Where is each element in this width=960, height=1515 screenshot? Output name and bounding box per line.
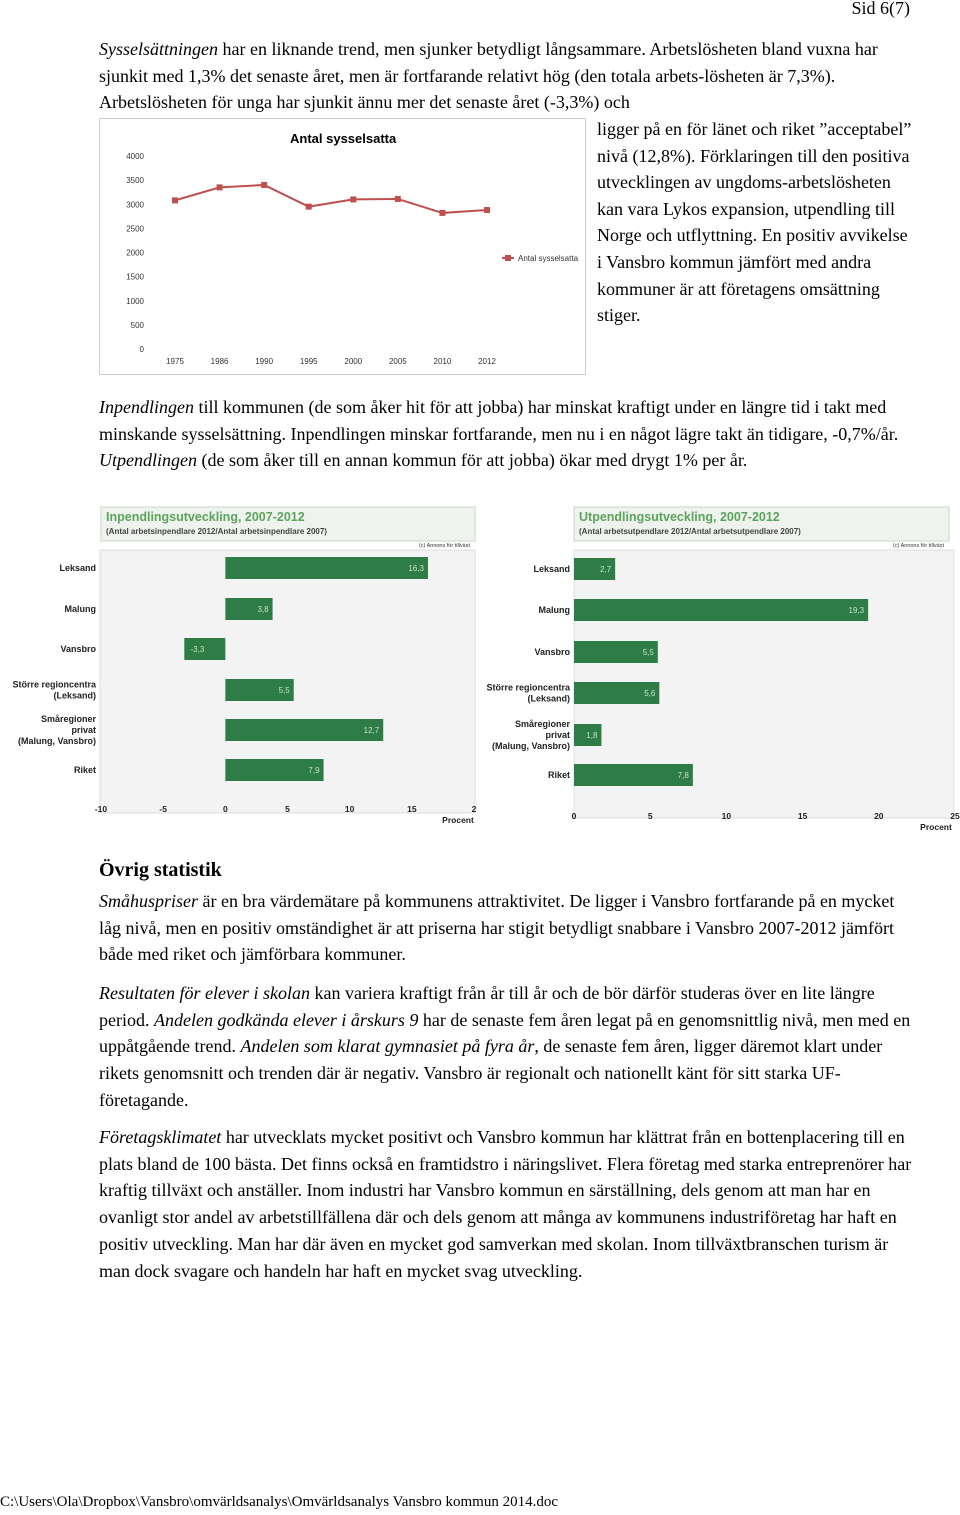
category-label: Riket [547, 770, 570, 780]
bar-value-label: 3,8 [257, 605, 269, 614]
category-label: Vansbro [534, 647, 570, 657]
category-label: Småregioner [40, 714, 96, 724]
paragraph-school [99, 980, 919, 1114]
term-foretagsklimatet: Företagsklimatet [99, 1127, 222, 1147]
x-tick-label: 15 [797, 811, 808, 821]
y-tick-label: 2500 [126, 224, 144, 234]
category-label: privat [71, 725, 96, 735]
term-inpendlingen: Inpendlingen [99, 397, 194, 417]
x-axis-label: Procent [442, 815, 474, 825]
bar-value-label: 7,9 [308, 766, 320, 775]
line-chart-employment [99, 118, 586, 375]
data-point [261, 182, 267, 188]
y-tick-label: 3000 [126, 200, 144, 210]
chart-svg [100, 119, 585, 374]
text: till kommunen (de som åker hit för att jobba) har minskat kraftigt under en längre tid i takt med minskande sysselsättning. Inpendlingen minskar fortfarande, men nu i en något lägre takt än tidigare, -0,7%/år. [99, 397, 899, 444]
data-point [306, 204, 312, 210]
chart-subtitle: (Antal arbetsinpendlare 2012/Antal arbetsinpendlare 2007) [106, 527, 327, 536]
x-tick-label: 1986 [210, 357, 229, 366]
text: är en bra värdemätare på kommunens attraktivitet. De ligger i Vansbro fortfarande på en mycket låg nivå, men en positiv omständighet är att priserna har stigit betydligt snabbare i Vansbro 2007-2012 jämfört både med riket och jämförbara kommuner. [99, 891, 895, 965]
text: (de som åker till en annan kommun för att jobba) ökar med drygt 1% per år. [196, 450, 748, 471]
bar [574, 764, 693, 786]
term-sysselsattningen: Sysselsättningen [99, 39, 218, 59]
footer-file-path: C:\Users\Ola\Dropbox\Vansbro\omvärldsanalys\Omvärldsanalys Vansbro kommun 2014.doc [0, 1494, 558, 1510]
bar [574, 599, 868, 621]
bar-value-label: 12,7 [363, 726, 380, 735]
y-tick-label: 1000 [126, 296, 144, 306]
text: kan variera kraftigt från år till år och de bör därför studeras över en lite längre period. [99, 983, 875, 1030]
section-heading: Övrig statistik [99, 859, 222, 881]
bar-value-label: 7,8 [677, 771, 689, 780]
category-label: (Leksand) [527, 693, 570, 704]
bar-value-label: 5,5 [278, 686, 290, 695]
category-label: (Malung, Vansbro) [17, 736, 96, 746]
chart-svg [480, 505, 960, 835]
term-andelen-godkanda: Andelen godkända elever i årskurs 9 [153, 1009, 419, 1030]
x-tick-label: 0 [222, 804, 228, 814]
bar-value-label: 19,3 [848, 606, 865, 615]
bar [225, 557, 428, 579]
bar [225, 719, 383, 741]
data-point [172, 197, 178, 203]
x-axis-label: Procent [920, 822, 952, 832]
paragraph-business-climate [99, 1124, 919, 1284]
x-tick-label: 0 [571, 811, 577, 821]
y-tick-label: 500 [130, 320, 144, 330]
x-tick-label: -5 [159, 804, 167, 814]
category-label: Leksand [59, 563, 96, 573]
bar-value-label: 1,8 [586, 731, 598, 740]
x-tick-label: 2 [471, 804, 477, 814]
bar-chart-inpendling [0, 505, 480, 830]
x-tick-label: -10 [94, 804, 108, 814]
y-tick-label: 4000 [126, 152, 144, 161]
x-tick-label: 25 [950, 811, 960, 821]
bar-value-label: 16,3 [408, 564, 424, 573]
x-tick-label: 2000 [344, 357, 363, 366]
text: , de senaste fem åren, ligger däremot klart under rikets genomsnitt och trenden där är negativ. Vansbro är regionalt och nationellt känt för sitt starka UF-företagande. [99, 1036, 883, 1110]
term-resultaten: Resultaten för elever i skolan [99, 983, 310, 1003]
y-tick-label: 0 [139, 345, 144, 354]
term-utpendlingen: Utpendlingen [99, 450, 197, 471]
bar-value-label: 5,5 [642, 648, 654, 657]
category-label: privat [545, 730, 570, 740]
chart-svg [0, 505, 480, 830]
y-tick-label: 3500 [126, 176, 144, 186]
category-label: Småregioner [514, 719, 570, 729]
x-tick-label: 20 [874, 811, 884, 821]
category-label: Leksand [533, 564, 570, 574]
data-point [484, 207, 490, 213]
term-andelen-gymnasiet: Andelen som klarat gymnasiet på fyra år [240, 1036, 535, 1057]
category-label: (Leksand) [53, 690, 96, 701]
page-number: Sid 6(7) [851, 0, 910, 18]
bar-value-label: 5,6 [644, 689, 656, 698]
category-label: Större regioncentra [486, 682, 570, 693]
bar-value-label: 2,7 [600, 565, 612, 574]
category-label: Riket [73, 765, 96, 775]
x-tick-label: 2012 [478, 357, 496, 366]
text: har utvecklats mycket positivt och Vansbro kommun har klättrat från en bottenplacering till en plats bland de 100 bästa. Det finns också en framtidstro i näringslivet. Flera företag med starka entreprenörer har kraftig tillväxt och anställer. Inom industri har Vansbro kommun en särställning, dels genom att man har en ovanligt stor andel av arbetstillfällena där och dels genom att många av kommunens industriföretag har haft en positiv utveckling. Man har där även en mycket god samverkan med skolan. Inom tillväxtbranschen turism är man dock svagare och handeln har haft en mycket svag utveckling. [99, 1127, 912, 1281]
category-label: Malung [538, 605, 570, 615]
data-point [395, 196, 401, 202]
data-point [439, 210, 445, 216]
chart-title: Inpendlingsutveckling, 2007-2012 [106, 510, 305, 524]
chart-subtitle: (Antal arbetsutpendlare 2012/Antal arbetsutpendlare 2007) [579, 527, 801, 536]
x-tick-label: 10 [344, 804, 355, 814]
x-tick-label: 1995 [299, 357, 318, 366]
x-tick-label: 1990 [255, 357, 274, 366]
category-label: Vansbro [60, 644, 96, 654]
x-tick-label: 5 [647, 811, 653, 821]
bar-chart-utpendling [480, 505, 960, 835]
x-tick-label: 10 [721, 811, 732, 821]
y-tick-label: 1500 [126, 272, 144, 282]
x-tick-label: 2005 [388, 357, 407, 366]
y-tick-label: 2000 [126, 248, 144, 258]
x-tick-label: 2010 [433, 357, 452, 366]
paragraph-commuting [99, 394, 919, 474]
paragraph-employment [99, 36, 919, 116]
chart-title: Antal sysselsatta [290, 131, 397, 146]
x-tick-label: 15 [407, 804, 417, 814]
paragraph-house-prices [99, 888, 919, 968]
data-point [217, 184, 223, 190]
category-label: Malung [64, 604, 96, 614]
chart-credit: (c) Annons för tillväxt [418, 543, 470, 549]
data-point [350, 196, 356, 202]
category-label: (Malung, Vansbro) [491, 741, 570, 751]
paragraph-youth-unemployment: ligger på en för länet och riket ”acceptabel” nivå (12,8%). Förklaringen till den positiva utvecklingen av ungdoms-arbetslösheten kan vara Lykos expansion, utpendling till Norge och utflyttning. En positiv avvikelse i Vansbro kommun jämfört med andra kommuner är att företagens omsättning stiger. [597, 119, 912, 326]
term-smahuspriser: Småhuspriser [99, 891, 199, 911]
chart-title: Utpendlingsutveckling, 2007-2012 [579, 510, 780, 524]
text: har de senaste fem åren legat på en genomsnittlig nivå, men med en uppåtgående trend. [99, 1009, 911, 1057]
bar-value-label: -3,3 [190, 645, 205, 654]
legend-label: Antal sysselsatta [518, 254, 579, 263]
x-tick-label: 5 [285, 804, 290, 814]
chart-credit: (c) Annons för tillväxt [892, 543, 944, 549]
legend-marker [505, 255, 511, 261]
text: har en liknande trend, men sjunker betydligt långsammare. Arbetslösheten bland vuxna har sjunkit med 1,3% det senaste året, men är fortfarande relativt hög (den totala arbets-lösheten är 7,3%). Arbetslösheten för unga har sjunkit ännu mer det senaste året (-3,3%) och [99, 39, 878, 113]
x-tick-label: 1975 [166, 357, 184, 366]
category-label: Större regioncentra [12, 679, 96, 690]
